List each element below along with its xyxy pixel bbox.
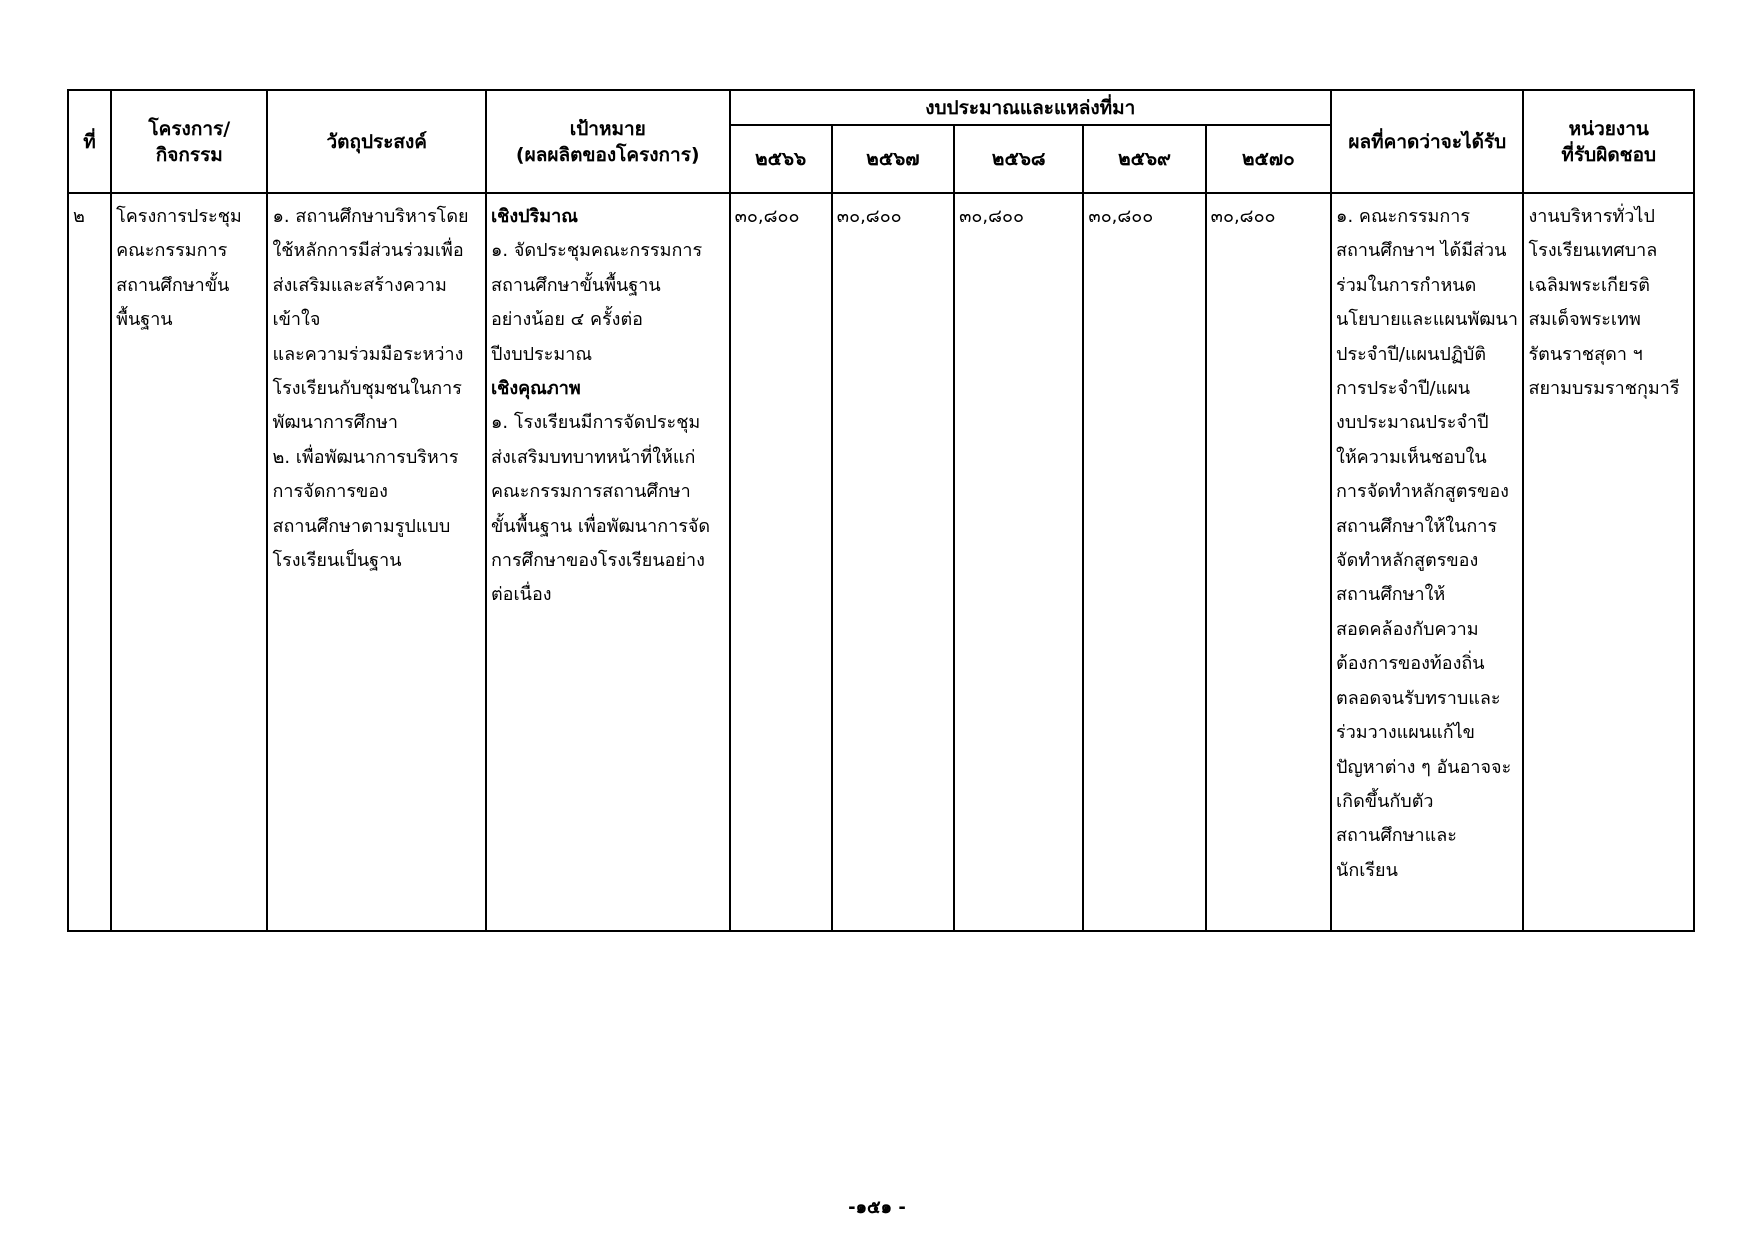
- responsible-line: โรงเรียนเทศบาล: [1528, 240, 1658, 262]
- expected-line: ต้องการของท้องถิ่น: [1336, 653, 1485, 675]
- header-responsible-line2: ที่รับผิดชอบ: [1561, 143, 1657, 166]
- expected-line: สถานศึกษาฯ ได้มีส่วน: [1336, 240, 1507, 262]
- project-line: สถานศึกษาขั้น: [116, 274, 230, 296]
- expected-line: การจัดทำหลักสูตรของ: [1336, 481, 1509, 503]
- expected-line: ๑. คณะกรรมการ: [1336, 206, 1471, 227]
- objective-line: โรงเรียนเป็นฐาน: [272, 550, 402, 572]
- header-responsible: [1523, 90, 1694, 193]
- header-responsible-line1: หน่วยงาน: [1568, 117, 1649, 140]
- target-line: ส่งเสริมบทบาทหน้าที่ให้แก่: [490, 446, 696, 468]
- objective-line: ๑. สถานศึกษาบริหารโดย: [272, 206, 469, 227]
- target-line: คณะกรรมการสถานศึกษา: [490, 481, 691, 503]
- page-number: -๑๕๑ -: [848, 1197, 906, 1218]
- responsible-line: สมเด็จพระเทพ: [1528, 309, 1641, 331]
- expected-line: ร่วมวางแผนแก้ไข: [1336, 722, 1475, 744]
- header-target: [486, 90, 730, 193]
- header-year: ๒๕๗๐: [1206, 125, 1331, 193]
- project-line: โครงการประชุม: [116, 206, 242, 227]
- expected-line: สถานศึกษาให้ในการ: [1336, 515, 1498, 537]
- expected-line: ให้ความเห็นชอบใน: [1336, 446, 1487, 468]
- objective-line: ใช้หลักการมีส่วนร่วมเพื่อ: [272, 240, 464, 262]
- target-line: ปีงบประมาณ: [490, 343, 593, 365]
- objective-line: สถานศึกษาตามรูปแบบ: [272, 515, 451, 537]
- header-year: ๒๕๖๖: [730, 125, 832, 193]
- expected-line: การประจำปี/แผน: [1336, 378, 1471, 400]
- budget-value: ๓๐,๘๐๐: [730, 193, 832, 931]
- header-budget-group: งบประมาณและแหล่งที่มา: [730, 90, 1331, 125]
- objective-line: ส่งเสริมและสร้างความ: [272, 274, 447, 296]
- target-line: การศึกษาของโรงเรียนอย่าง: [490, 550, 705, 572]
- objective-line: เข้าใจ: [272, 309, 321, 331]
- target-line: สถานศึกษาขั้นพื้นฐาน: [490, 274, 661, 296]
- expected-line: เกิดขึ้นกับตัว: [1336, 790, 1434, 812]
- quantity-heading: เชิงปริมาณ: [490, 206, 578, 227]
- quality-heading: เชิงคุณภาพ: [490, 378, 581, 400]
- objective-line: ๒. เพื่อพัฒนาการบริหาร: [272, 446, 459, 468]
- target-line: ต่อเนื่อง: [490, 584, 552, 606]
- target-line: อย่างน้อย ๔ ครั้งต่อ: [490, 309, 643, 331]
- expected-line: นโยบายและแผนพัฒนา: [1336, 309, 1518, 331]
- header-objective: วัตถุประสงค์: [267, 90, 486, 193]
- project-line: พื้นฐาน: [116, 309, 173, 331]
- target-line: ๑. โรงเรียนมีการจัดประชุม: [490, 412, 701, 434]
- header-year: ๒๕๖๘: [954, 125, 1083, 193]
- project-line: คณะกรรมการ: [116, 240, 228, 262]
- objective-line: โรงเรียนกับชุมชนในการ: [272, 378, 462, 400]
- budget-value: ๓๐,๘๐๐: [1206, 193, 1331, 931]
- expected-line: สถานศึกษาให้: [1336, 584, 1446, 606]
- responsible-cell: [1523, 193, 1694, 931]
- header-row-1: [68, 90, 1694, 125]
- target-line: ขั้นพื้นฐาน เพื่อพัฒนาการจัด: [490, 515, 711, 537]
- project-cell: [111, 193, 267, 931]
- project-plan-table: [67, 89, 1695, 932]
- expected-line: ปัญหาต่าง ๆ อันอาจจะ: [1336, 756, 1512, 778]
- header-target-line1: เป้าหมาย: [569, 117, 646, 140]
- budget-value: ๓๐,๘๐๐: [1083, 193, 1205, 931]
- expected-line: ตลอดจนรับทราบและ: [1336, 687, 1501, 709]
- responsible-line: รัตนราชสุดา ฯ: [1528, 343, 1643, 365]
- expected-line: งบประมาณประจำปี: [1336, 412, 1489, 434]
- budget-value: ๓๐,๘๐๐: [954, 193, 1083, 931]
- target-cell: [486, 193, 730, 931]
- objective-line: พัฒนาการศึกษา: [272, 412, 398, 434]
- expected-line: ร่วมในการกำหนด: [1336, 274, 1477, 296]
- responsible-line: สยามบรมราชกุมารี: [1528, 378, 1680, 400]
- budget-value: ๓๐,๘๐๐: [832, 193, 954, 931]
- header-no: ที่: [68, 90, 111, 193]
- responsible-line: เฉลิมพระเกียรติ: [1528, 274, 1650, 296]
- header-year: ๒๕๖๗: [832, 125, 954, 193]
- expected-line: ประจำปี/แผนปฏิบัติ: [1336, 343, 1487, 365]
- expected-line: จัดทำหลักสูตรของ: [1336, 550, 1479, 572]
- objective-line: และความร่วมมือระหว่าง: [272, 343, 464, 365]
- table-row: [68, 193, 1694, 931]
- target-line: ๑. จัดประชุมคณะกรรมการ: [490, 240, 703, 262]
- header-project: โครงการ/กิจกรรม: [111, 90, 267, 193]
- objective-cell: [267, 193, 486, 931]
- expected-line: สถานศึกษาและ: [1336, 825, 1457, 847]
- header-expected: ผลที่คาดว่าจะได้รับ: [1331, 90, 1523, 193]
- expected-cell: [1331, 193, 1523, 931]
- row-number: ๒: [68, 193, 111, 931]
- expected-line: นักเรียน: [1336, 859, 1398, 881]
- objective-line: การจัดการของ: [272, 481, 388, 503]
- expected-line: สอดคล้องกับความ: [1336, 618, 1479, 640]
- header-target-line2: (ผลผลิตของโครงการ): [515, 143, 700, 166]
- responsible-line: งานบริหารทั่วไป: [1528, 206, 1655, 227]
- header-year: ๒๕๖๙: [1083, 125, 1205, 193]
